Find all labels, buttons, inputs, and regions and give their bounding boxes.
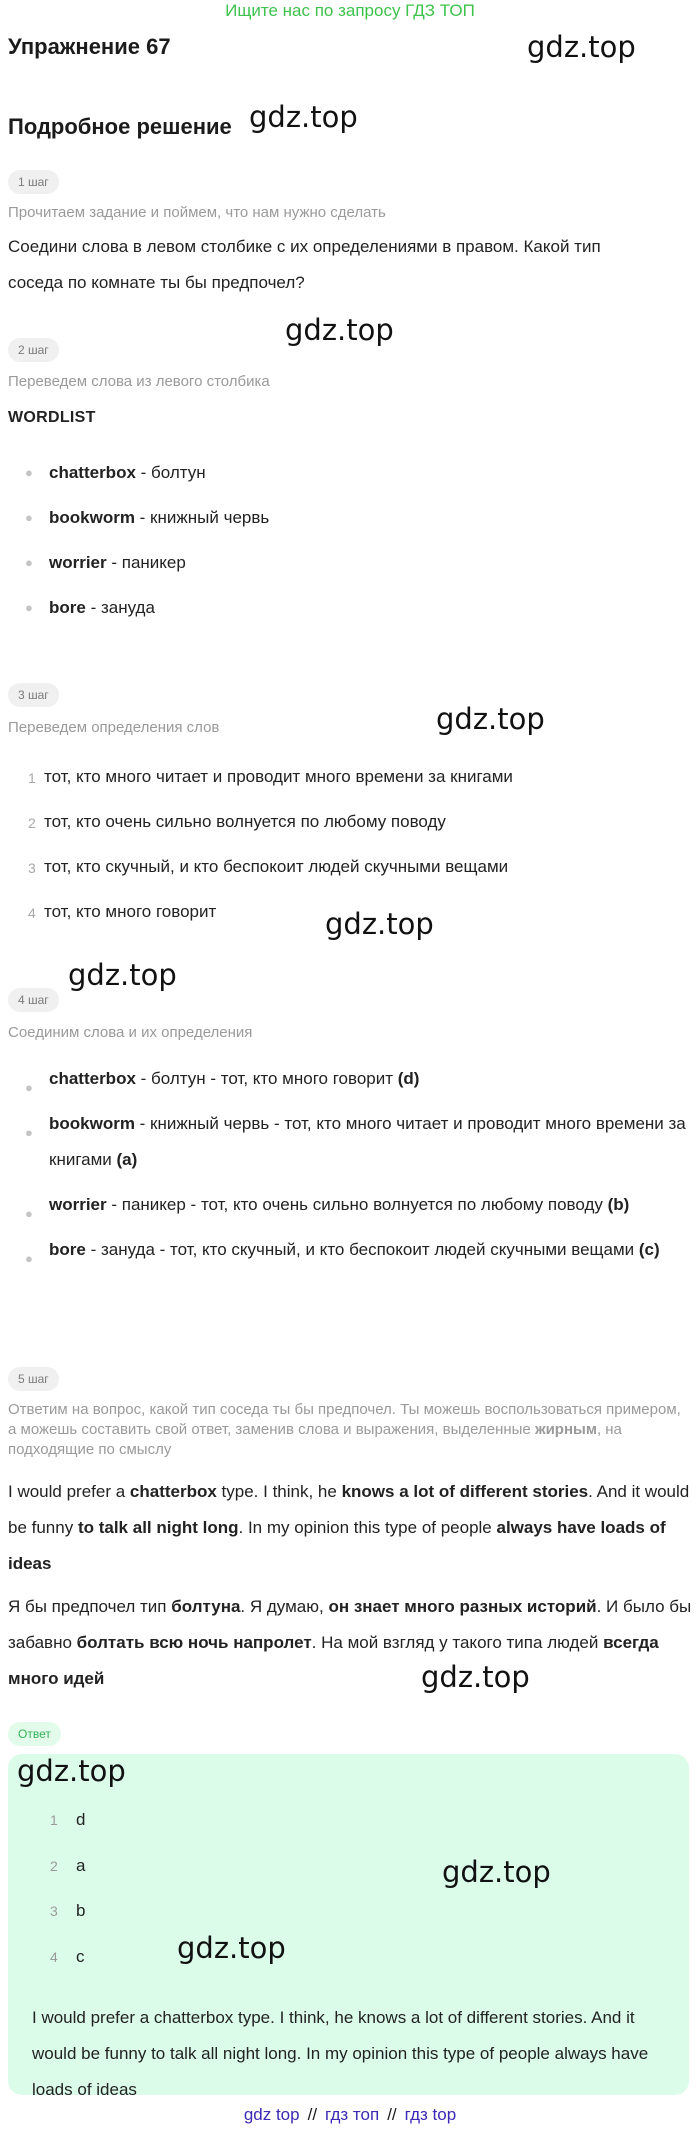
watermark: gdz.top <box>68 958 177 992</box>
step-hint: Переведем определения слов <box>8 719 220 736</box>
footer-link[interactable]: гдз топ <box>325 2105 380 2124</box>
page-title: Упражнение 67 <box>8 34 171 59</box>
step-hint: Ответим на вопрос, какой тип соседа ты бы предпочел. Ты можешь воспользоваться примером, а можешь составить свой ответ, заменив слова и выражения, выделенные жирным, на подходящие по смыслу <box>8 1401 681 1458</box>
list-item: ● bookworm - книжный червь <box>25 508 270 527</box>
list-item: ● chatterbox - болтун - тот, кто много говорит (d) <box>25 1069 420 1095</box>
step-hint: Прочитаем задание и поймем, что нам нужно сделать <box>8 204 386 221</box>
watermark: gdz.top <box>421 1660 530 1694</box>
step-badge: 5 шаг <box>8 1367 59 1391</box>
answer-russian: Я бы предпочел тип болтуна. Я думаю, он знает много разных историй. И было бы забавно болтать всю ночь напролет. На мой взгляд у такого типа людей всегда много идей <box>8 1597 692 1688</box>
answer-english: I would prefer a chatterbox type. I think, he knows a lot of different stories. And it would be funny to talk all night long. In my opinion this type of people always have loads of ideas <box>8 1482 690 1573</box>
list-item: 2 тот, кто очень сильно волнуется по любому поводу <box>28 812 446 831</box>
list-item: ● bore - зануда - тот, кто скучный, и кто беспокоит людей скучными вещами (c) <box>25 1240 660 1266</box>
wordlist <box>8 462 693 642</box>
watermark: gdz.top <box>325 907 434 941</box>
answer-box <box>8 1754 689 2099</box>
section-title: Подробное решение <box>8 114 232 139</box>
wordlist-heading: WORDLIST <box>8 409 96 426</box>
search-banner: Ищите нас по запросу ГДЗ ТОП <box>225 1 475 20</box>
watermark: gdz.top <box>249 100 358 134</box>
footer-link[interactable]: gdz top <box>243 2105 300 2124</box>
answer-text: I would prefer a chatterbox type. I think, he knows a lot of different stories. And it would be funny to talk all night long. In my opinion this type of people always have loads of ideas <box>32 2008 649 2099</box>
list-item: 3 тот, кто скучный, и кто беспокоит людей скучными вещами <box>28 857 509 876</box>
step-badge: 4 шаг <box>8 988 59 1012</box>
matches-list <box>8 1061 693 1277</box>
watermark: gdz.top <box>436 702 545 736</box>
list-item: ● worrier - паникер <box>25 553 186 572</box>
watermark: gdz.top <box>177 1931 286 1965</box>
answer-item: 1 d <box>50 1810 86 1829</box>
footer-link[interactable]: гдз top <box>404 2105 457 2124</box>
step-badge: 2 шаг <box>8 338 59 362</box>
answer-item: 3 b <box>50 1901 86 1920</box>
list-item: ● worrier - паникер - тот, кто очень сильно волнуется по любому поводу (b) <box>25 1195 630 1221</box>
answer-item: 4 c <box>50 1947 85 1966</box>
step-hint: Соединим слова и их определения <box>8 1024 253 1041</box>
list-item: ● chatterbox - болтун <box>25 463 206 482</box>
list-item: 1 тот, кто много читает и проводит много времени за книгами <box>28 767 513 786</box>
answer-badge: Ответ <box>8 1722 61 1746</box>
step-badge: 3 шаг <box>8 683 59 707</box>
step-hint: Переведем слова из левого столбика <box>8 373 270 390</box>
watermark: gdz.top <box>17 1754 126 1788</box>
task-text: Соедини слова в левом столбике с их определениями в правом. Какой тип соседа по комнате ты бы предпочел? <box>8 237 601 292</box>
list-item: ● bookworm - книжный червь - тот, кто много читает и проводит много времени за книгами (a) <box>25 1114 686 1169</box>
watermark: gdz.top <box>442 1855 551 1889</box>
list-item: ● bore - зануда <box>25 598 155 617</box>
list-item: 4 тот, кто много говорит <box>28 902 217 921</box>
answer-item: 2 a <box>50 1856 86 1875</box>
watermark: gdz.top <box>285 313 394 347</box>
step-badge: 1 шаг <box>8 170 59 194</box>
footer-links: gdz top // гдз топ // гдз top <box>243 2105 457 2124</box>
watermark: gdz.top <box>527 30 636 64</box>
